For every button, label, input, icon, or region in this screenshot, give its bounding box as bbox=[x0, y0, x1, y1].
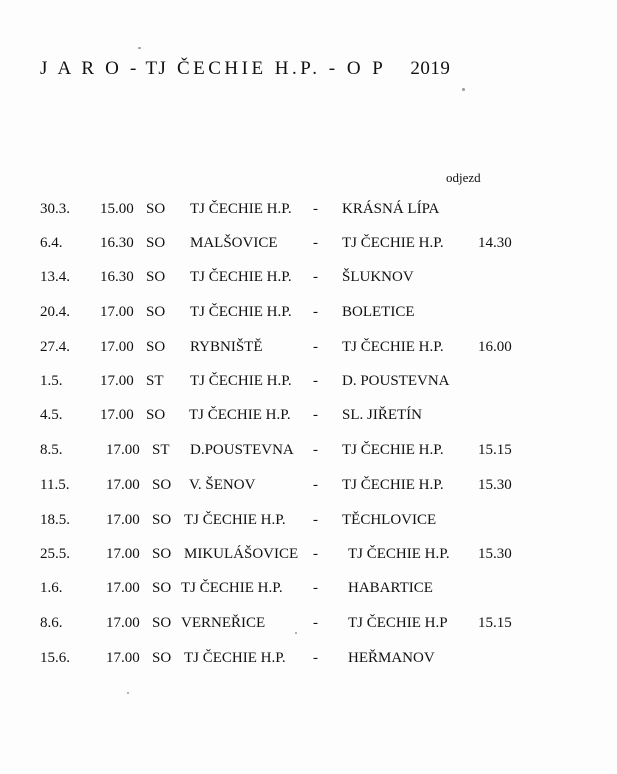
match-weekday: SO bbox=[146, 235, 166, 251]
team-separator: - bbox=[313, 407, 318, 423]
away-team: TJ ČECHIE H.P. bbox=[342, 442, 444, 458]
match-time: 17.00 bbox=[106, 477, 140, 493]
away-team: TJ ČECHIE H.P. bbox=[342, 235, 444, 251]
team-separator: - bbox=[313, 201, 318, 217]
departure-time: 15.30 bbox=[478, 546, 512, 562]
schedule-row bbox=[0, 615, 617, 637]
match-weekday: SO bbox=[146, 407, 166, 423]
match-weekday: SO bbox=[146, 339, 166, 355]
away-team: TĚCHLOVICE bbox=[342, 512, 437, 528]
home-team: TJ ČECHIE H.P. bbox=[190, 201, 292, 217]
match-weekday: ST bbox=[152, 442, 170, 458]
away-team: TJ ČECHIE H.P. bbox=[348, 546, 450, 562]
title-part-season: J A R O - bbox=[40, 58, 140, 79]
match-weekday: SO bbox=[146, 304, 166, 320]
title-part-club-league: ČECHIE H.P. - O P bbox=[176, 58, 387, 79]
match-weekday: SO bbox=[152, 477, 172, 493]
match-date: 15.6. bbox=[40, 650, 70, 666]
match-time: 16.30 bbox=[100, 269, 134, 285]
home-team: TJ ČECHIE H.P. bbox=[184, 512, 286, 528]
away-team: TJ ČECHIE H.P. bbox=[342, 477, 444, 493]
scan-speck bbox=[138, 47, 141, 49]
away-team: ŠLUKNOV bbox=[342, 269, 414, 285]
match-weekday: SO bbox=[152, 512, 172, 528]
away-team: HABARTICE bbox=[348, 580, 433, 596]
match-time: 17.00 bbox=[106, 442, 140, 458]
team-separator: - bbox=[313, 580, 318, 596]
team-separator: - bbox=[313, 512, 318, 528]
match-time: 17.00 bbox=[106, 546, 140, 562]
match-date: 1.6. bbox=[40, 580, 63, 596]
match-weekday: SO bbox=[152, 615, 172, 631]
departure-time: 15.30 bbox=[478, 477, 512, 493]
match-date: 20.4. bbox=[40, 304, 70, 320]
departure-time: 15.15 bbox=[478, 615, 512, 631]
scan-speck bbox=[127, 692, 129, 694]
schedule-row bbox=[0, 201, 617, 223]
match-time: 17.00 bbox=[100, 407, 134, 423]
match-date: 8.5. bbox=[40, 442, 63, 458]
team-separator: - bbox=[313, 304, 318, 320]
match-weekday: SO bbox=[152, 580, 172, 596]
match-date: 13.4. bbox=[40, 269, 70, 285]
match-weekday: SO bbox=[152, 650, 172, 666]
home-team: VERNEŘICE bbox=[181, 615, 266, 631]
team-separator: - bbox=[313, 546, 318, 562]
away-team: D. POUSTEVNA bbox=[342, 373, 450, 389]
departure-column-header: odjezd bbox=[446, 170, 481, 185]
schedule-row bbox=[0, 269, 617, 291]
match-time: 17.00 bbox=[100, 339, 134, 355]
away-team: TJ ČECHIE H.P bbox=[348, 615, 448, 631]
schedule-row bbox=[0, 235, 617, 257]
title-year: 2019 bbox=[410, 58, 451, 79]
match-weekday: SO bbox=[152, 546, 172, 562]
match-date: 27.4. bbox=[40, 339, 70, 355]
scan-speck bbox=[462, 88, 465, 91]
away-team: SL. JIŘETÍN bbox=[342, 407, 422, 423]
schedule-row bbox=[0, 407, 617, 429]
home-team: D.POUSTEVNA bbox=[190, 442, 294, 458]
schedule-row bbox=[0, 339, 617, 361]
schedule-row bbox=[0, 650, 617, 672]
departure-time: 15.15 bbox=[478, 442, 512, 458]
home-team: TJ ČECHIE H.P. bbox=[181, 580, 283, 596]
title-part-club-prefix: TJ bbox=[145, 58, 167, 79]
home-team: TJ ČECHIE H.P. bbox=[190, 304, 292, 320]
schedule-row bbox=[0, 304, 617, 326]
match-time: 17.00 bbox=[100, 373, 134, 389]
match-date: 30.3. bbox=[40, 201, 70, 217]
match-time: 16.30 bbox=[100, 235, 134, 251]
team-separator: - bbox=[313, 269, 318, 285]
match-time: 17.00 bbox=[106, 512, 140, 528]
match-date: 6.4. bbox=[40, 235, 63, 251]
match-time: 17.00 bbox=[106, 580, 140, 596]
match-date: 1.5. bbox=[40, 373, 63, 389]
home-team: MIKULÁŠOVICE bbox=[184, 546, 299, 562]
schedule-row bbox=[0, 580, 617, 602]
schedule-row bbox=[0, 546, 617, 568]
match-date: 8.6. bbox=[40, 615, 63, 631]
match-weekday: SO bbox=[146, 201, 166, 217]
team-separator: - bbox=[313, 477, 318, 493]
home-team: V. ŠENOV bbox=[189, 477, 256, 493]
team-separator: - bbox=[313, 373, 318, 389]
away-team: TJ ČECHIE H.P. bbox=[342, 339, 444, 355]
departure-time: 14.30 bbox=[478, 235, 512, 251]
away-team: BOLETICE bbox=[342, 304, 415, 320]
schedule-row bbox=[0, 477, 617, 499]
home-team: TJ ČECHIE H.P. bbox=[184, 650, 286, 666]
away-team: KRÁSNÁ LÍPA bbox=[342, 201, 440, 217]
team-separator: - bbox=[313, 442, 318, 458]
match-time: 17.00 bbox=[106, 650, 140, 666]
match-date: 25.5. bbox=[40, 546, 70, 562]
match-weekday: SO bbox=[146, 269, 166, 285]
schedule-row bbox=[0, 373, 617, 395]
match-time: 17.00 bbox=[100, 304, 134, 320]
home-team: TJ ČECHIE H.P. bbox=[190, 269, 292, 285]
team-separator: - bbox=[313, 615, 318, 631]
schedule-row bbox=[0, 512, 617, 534]
team-separator: - bbox=[313, 339, 318, 355]
away-team: HEŘMANOV bbox=[348, 650, 435, 666]
schedule-row bbox=[0, 442, 617, 464]
home-team: TJ ČECHIE H.P. bbox=[190, 373, 292, 389]
match-time: 15.00 bbox=[100, 201, 134, 217]
match-date: 18.5. bbox=[40, 512, 70, 528]
match-date: 11.5. bbox=[40, 477, 70, 493]
home-team: RYBNIŠTĚ bbox=[190, 339, 263, 355]
match-weekday: ST bbox=[146, 373, 164, 389]
team-separator: - bbox=[313, 650, 318, 666]
match-time: 17.00 bbox=[106, 615, 140, 631]
team-separator: - bbox=[313, 235, 318, 251]
home-team: TJ ČECHIE H.P. bbox=[189, 407, 291, 423]
scan-speck bbox=[295, 632, 297, 634]
home-team: MALŠOVICE bbox=[190, 235, 278, 251]
departure-time: 16.00 bbox=[478, 339, 512, 355]
match-date: 4.5. bbox=[40, 407, 63, 423]
